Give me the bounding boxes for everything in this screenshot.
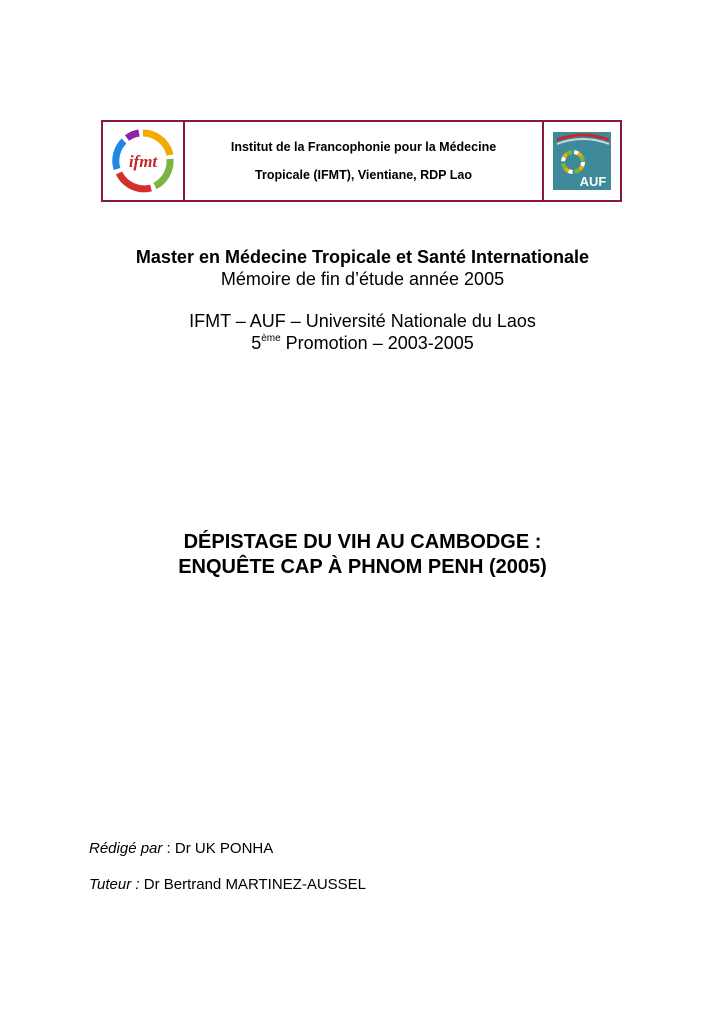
tutor-label: Tuteur : bbox=[89, 876, 140, 893]
program-subtitle: Mémoire de fin d’étude année 2005 bbox=[220, 269, 505, 289]
program-partners: IFMT – AUF – Université Nationale du Laos bbox=[189, 311, 536, 331]
tutor-credit bbox=[89, 876, 366, 894]
auf-logo bbox=[553, 132, 611, 190]
tutor-name: Dr Bertrand MARTINEZ-AUSSEL bbox=[139, 876, 367, 893]
header-box bbox=[101, 120, 622, 202]
thesis-title bbox=[0, 530, 725, 580]
author-name: Dr UK PONHA bbox=[174, 840, 274, 857]
svg-text:ifmt: ifmt bbox=[128, 152, 158, 171]
promo-text: Promotion – 2003-2005 bbox=[280, 333, 474, 353]
auf-logo-cell bbox=[542, 122, 620, 200]
promotion-line bbox=[0, 332, 725, 354]
thesis-title-line-1: DÉPISTAGE DU VIH AU CAMBODGE : bbox=[183, 531, 542, 553]
institute-name bbox=[185, 122, 542, 200]
program-title: Master en Médecine Tropicale et Santé Internationale bbox=[135, 247, 590, 267]
ifmt-logo-cell bbox=[103, 122, 185, 200]
svg-text:AUF: AUF bbox=[579, 174, 607, 189]
ifmt-logo bbox=[111, 129, 175, 193]
institute-line-1: Institut de la Francophonie pour la Médecine bbox=[230, 140, 497, 154]
author-label: Rédigé par bbox=[89, 840, 163, 857]
author-credit bbox=[89, 840, 273, 858]
institute-line-2: Tropicale (IFMT), Vientiane, RDP Lao bbox=[255, 168, 472, 182]
promo-number: 5 bbox=[251, 333, 262, 353]
thesis-title-line-2: ENQUÊTE CAP À PHNOM PENH (2005) bbox=[178, 556, 547, 578]
author-separator: : bbox=[162, 840, 175, 857]
promo-suffix: ème bbox=[261, 333, 281, 344]
